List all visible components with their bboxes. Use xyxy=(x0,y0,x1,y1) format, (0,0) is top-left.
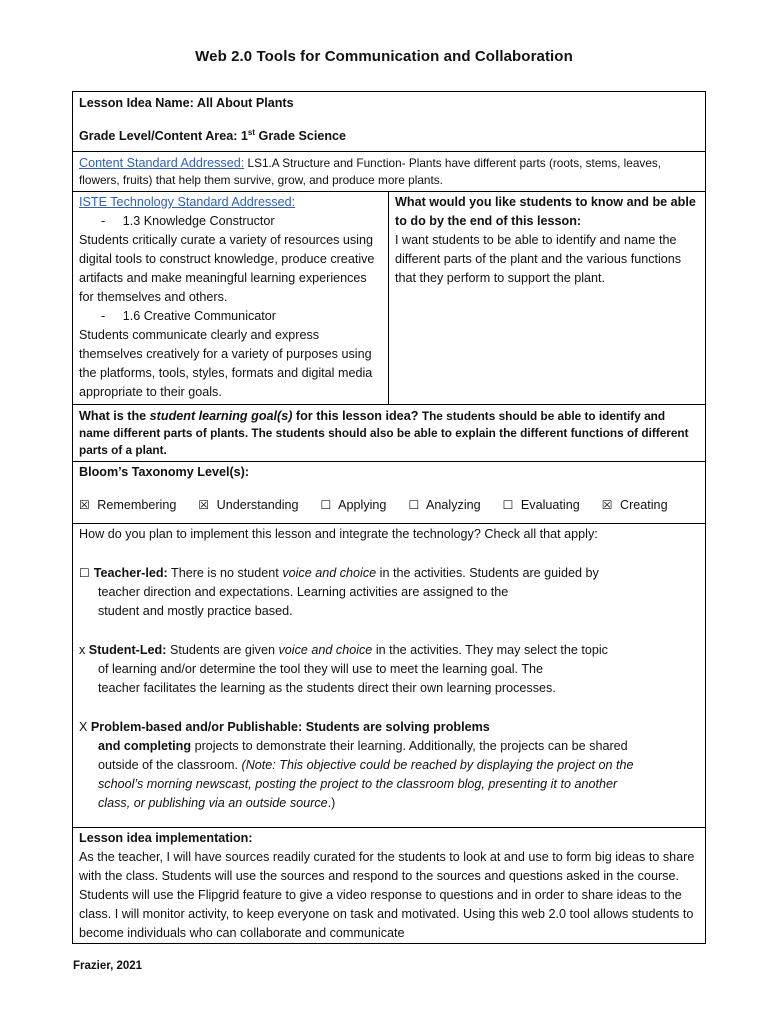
iste-item-2-title: - 1.6 Creative Communicator xyxy=(101,309,276,323)
objective-cell xyxy=(389,192,706,405)
iste-label: ISTE Technology Standard Addressed: xyxy=(79,195,296,209)
lesson-implementation-text: As the teacher, I will have sources readily curated for the students to look at and use to form big ideas to share with the class. Students will use the sources and respond to the sources and questions asked in the course. Students will use the Flipgrid feature to give a video response to questions and in order to share ideas to the class. I will monitor activity, to keep everyone on task and motivated. Using this web 2.0 tool allows students to become individuals who can collaborate and communicate xyxy=(79,850,695,940)
check-mark[interactable]: X xyxy=(79,720,88,734)
iste-item-1-text: Students critically curate a variety of resources using digital tools to construct knowledge, produce creative artifacts and make meaningful learning experiences for themselves and others. xyxy=(79,233,375,304)
iste-cell xyxy=(73,192,389,405)
implementation-plan-row xyxy=(73,524,706,828)
page-title: Web 2.0 Tools for Communication and Collaboration xyxy=(195,48,573,65)
lesson-name: Lesson Idea Name: All About Plants xyxy=(79,96,294,110)
grade-level: Grade Level/Content Area: 1st Grade Science xyxy=(79,128,347,144)
lesson-implementation-row xyxy=(73,828,706,944)
blooms-option-understanding[interactable]: ☒ Understanding xyxy=(198,498,299,512)
checkbox-icon: ☐ xyxy=(502,498,514,512)
learning-goal-question: What is the student learning goal(s) for this lesson idea? xyxy=(79,409,419,423)
lesson-info-row xyxy=(73,92,706,152)
checkbox-icon: ☒ xyxy=(198,498,210,512)
content-standard-text: LS1.A Structure and Function- Plants have different parts (roots, stems, leaves, flowers, fruits) that help them survive, grow, and produce more plants. xyxy=(79,156,662,187)
blooms-option-creating[interactable]: ☒ Creating xyxy=(601,498,668,512)
lesson-plan-table xyxy=(72,91,706,944)
check-mark[interactable]: x xyxy=(79,643,86,657)
objective-answer: I want students to be able to identify and name the different parts of the plant and the various functions that they perform to support the plant. xyxy=(395,233,682,285)
checkbox-icon: ☐ xyxy=(320,498,332,512)
content-standard-label: Content Standard Addressed: xyxy=(79,156,245,170)
blooms-row xyxy=(73,462,706,524)
blooms-options xyxy=(79,496,699,515)
footer: Frazier, 2021 xyxy=(73,960,143,972)
blooms-label: Bloom’s Taxonomy Level(s): xyxy=(79,465,250,479)
objective-question: What would you like students to know and be able to do by the end of this lesson: xyxy=(395,195,696,228)
checkbox-icon[interactable]: ☐ xyxy=(79,566,90,580)
checkbox-icon: ☒ xyxy=(601,498,613,512)
iste-item-2-text: Students communicate clearly and express themselves creatively for a variety of purposes using the platforms, tools, styles, formats and digital media appropriate to their goals. xyxy=(79,328,373,399)
teacher-led-option: ☐ Teacher-led: There is no student voice and choice in the activities. Students are guided by teacher direction and expectations. Learning activities are assigned to the student and mostly practice based. xyxy=(79,566,599,618)
lesson-implementation-label: Lesson idea implementation: xyxy=(79,831,253,845)
blooms-option-remembering[interactable]: ☒ Remembering xyxy=(79,498,177,512)
blooms-option-applying[interactable]: ☐ Applying xyxy=(320,498,387,512)
standards-objective-row xyxy=(73,192,706,405)
content-standard-row xyxy=(73,152,706,192)
checkbox-icon: ☒ xyxy=(79,498,90,512)
checkbox-icon: ☐ xyxy=(408,498,420,512)
student-led-option: x Student-Led: Students are given voice and choice in the activities. They may select the topic of learning and/or determine the tool they will use to meet the learning goal. The teacher facilitates the learning as the students direct their own learning processes. xyxy=(79,643,608,695)
learning-goal-row xyxy=(73,405,706,462)
learning-goal-answer: The students should be able to identify and name different parts of plants. The students should also be able to explain the different functions of different parts of a plant. xyxy=(79,409,689,457)
blooms-option-evaluating[interactable]: ☐ Evaluating xyxy=(502,498,580,512)
iste-item-1-title: - 1.3 Knowledge Constructor xyxy=(101,214,275,228)
implementation-question: How do you plan to implement this lesson and integrate the technology? Check all that apply: xyxy=(79,527,598,541)
blooms-option-analyzing[interactable]: ☐ Analyzing xyxy=(408,498,481,512)
problem-based-option: X Problem-based and/or Publishable: Students are solving problems and completing projects to demonstrate their learning. Additionally, the projects can be shared outside of the classroom. (Note: This objective could be reached by displaying the project on the school’s morning newscast, posting the project to the classroom blog, presenting it to another class, or publishing via an outside source.) xyxy=(79,720,634,810)
